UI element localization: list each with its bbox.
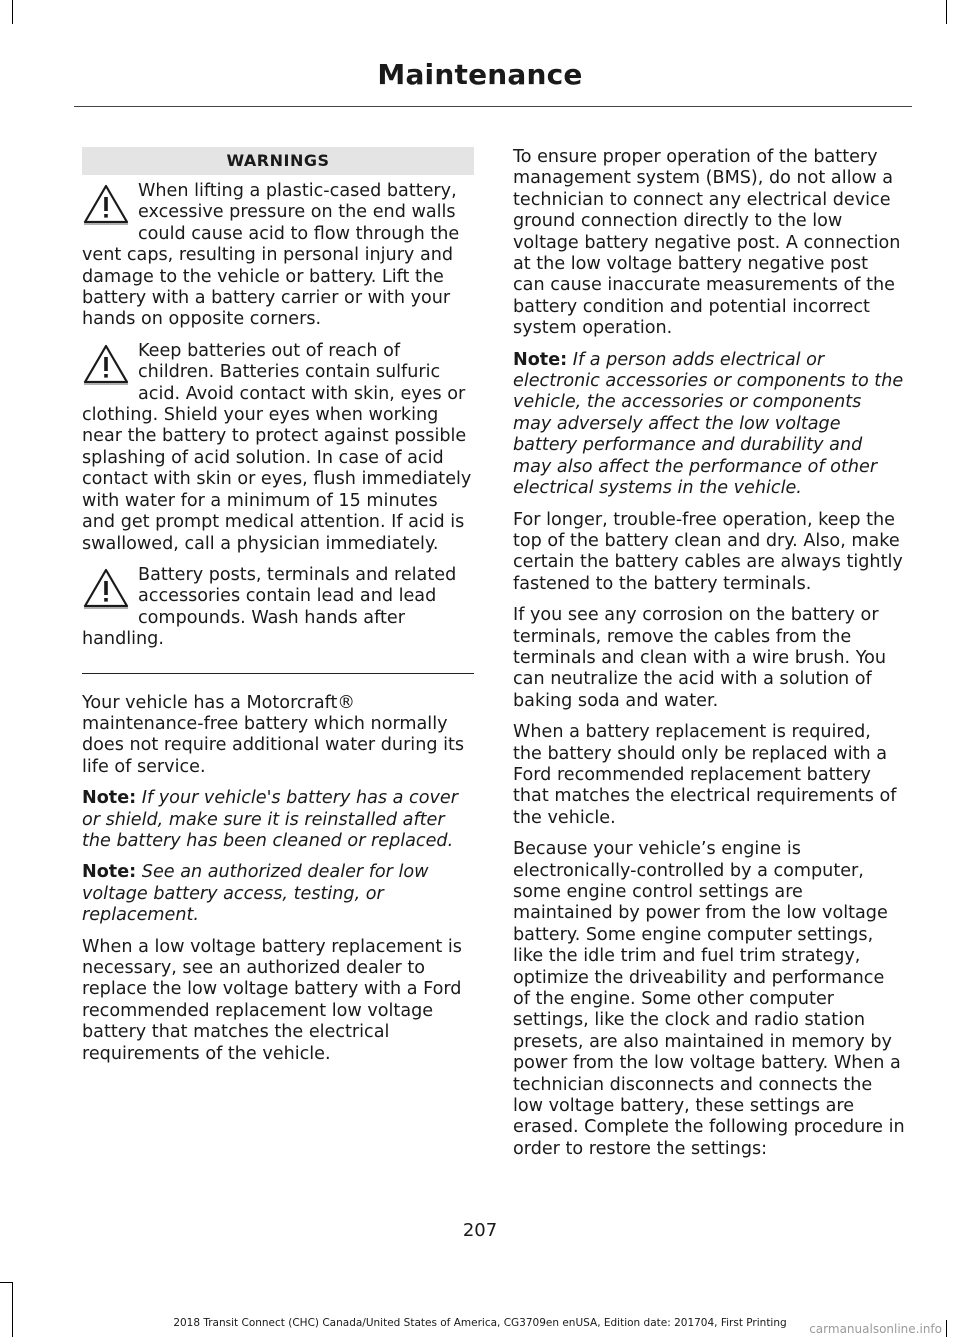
warning-text: Battery posts, terminals and related accessories contain lead and lead compounds. Wash hands after handling. — [82, 564, 457, 650]
footer-text: 2018 Transit Connect (CHC) Canada/United States of America, CG3709en enUSA, Edition date: 201704, First Printing — [173, 1317, 787, 1329]
warning-triangle-icon — [82, 567, 130, 609]
note-text: If your vehicle's battery has a cover or shield, make sure it is reinstalled after the battery has been cleaned or replaced. — [82, 788, 458, 851]
right-column — [513, 147, 905, 1170]
crop-mark-top-left — [12, 0, 13, 24]
note-text: If a person adds electrical or electronic accessories or components to the vehicle, the accessories or components may adversely affect the low voltage battery performance and durability and may also affect the performance of other electrical systems in the vehicle. — [513, 349, 904, 499]
note-label: Note: — [513, 349, 568, 370]
note-label: Note: — [82, 862, 137, 883]
warnings-box — [82, 147, 474, 674]
paragraph: When a low voltage battery replacement is necessary, see an authorized dealer to replace the low voltage battery with a Ford recommended replacement low voltage battery that matches the electrical requirements of the vehicle. — [82, 936, 462, 1064]
paragraph: When a battery replacement is required, the battery should only be replaced with a Ford recommended replacement battery that matches the electrical requirements of the vehicle. — [513, 722, 897, 828]
warning-item — [82, 565, 474, 651]
warning-item — [82, 341, 474, 555]
warning-text: Keep batteries out of reach of children. Batteries contain sulfuric acid. Avoid contact with skin, eyes or clothing. Shield your eyes when working near the battery to protect against possible splashing of acid solution. In case of acid contact with skin or eyes, flush immediately with water for a minimum of 15 minutes and get prompt medical attention. If acid is swallowed, call a physician immediately. — [82, 340, 472, 554]
note — [82, 788, 474, 852]
note-label: Note: — [82, 788, 137, 809]
warning-triangle-icon — [82, 343, 130, 385]
paragraph: For longer, trouble-free operation, keep the top of the battery clean and dry. Also, make certain the battery cables are always tightly fastened to the battery terminals. — [513, 509, 903, 594]
header-rule — [74, 106, 912, 107]
left-column — [82, 147, 474, 1075]
note-text: See an authorized dealer for low voltage battery access, testing, or replacement. — [82, 862, 429, 926]
page-number: 207 — [462, 1220, 498, 1241]
note — [513, 350, 905, 500]
crop-mark-top-right — [946, 0, 947, 24]
paragraph: Your vehicle has a Motorcraft® maintenance-free battery which normally does not require additional water during its life of service. — [82, 692, 465, 777]
paragraph: If you see any corrosion on the battery or terminals, remove the cables from the terminals and clean with a wire brush. You can neutralize the acid with a solution of baking soda and water. — [513, 605, 887, 711]
paragraph: To ensure proper operation of the battery management system (BMS), do not allow a technician to connect any electrical device ground connection directly to the low voltage battery negative post. A connection at the low voltage battery negative post can cause inaccurate measurements of the battery condition and potential incorrect system operation. — [513, 147, 901, 339]
warning-text: When lifting a plastic-cased battery, excessive pressure on the end walls could cause acid to flow through the vent caps, resulting in personal injury and damage to the vehicle or battery. Lift the battery with a battery carrier or with your hands on opposite corners. — [82, 181, 460, 330]
warnings-heading: WARNINGS — [82, 147, 474, 175]
watermark[interactable]: carmanualsonline.info — [809, 1322, 942, 1336]
warning-item — [82, 181, 474, 331]
warning-triangle-icon — [82, 183, 130, 225]
page-title: Maintenance — [377, 58, 583, 91]
note — [82, 862, 474, 926]
paragraph: Because your vehicle’s engine is electronically-controlled by a computer, some engine control settings are maintained by power from the low voltage battery. Some engine computer settings, like the idle trim and fuel trim strategy, optimize the driveability and performance of the engine. Some other computer settings, like the clock and radio station presets, are also maintained in memory by power from the low voltage battery. When a technician disconnects and connects the low voltage battery, these settings are erased. Complete the following procedure in order to restore the settings: — [513, 839, 905, 1159]
crop-mark-bottom-left-h — [0, 1282, 13, 1283]
